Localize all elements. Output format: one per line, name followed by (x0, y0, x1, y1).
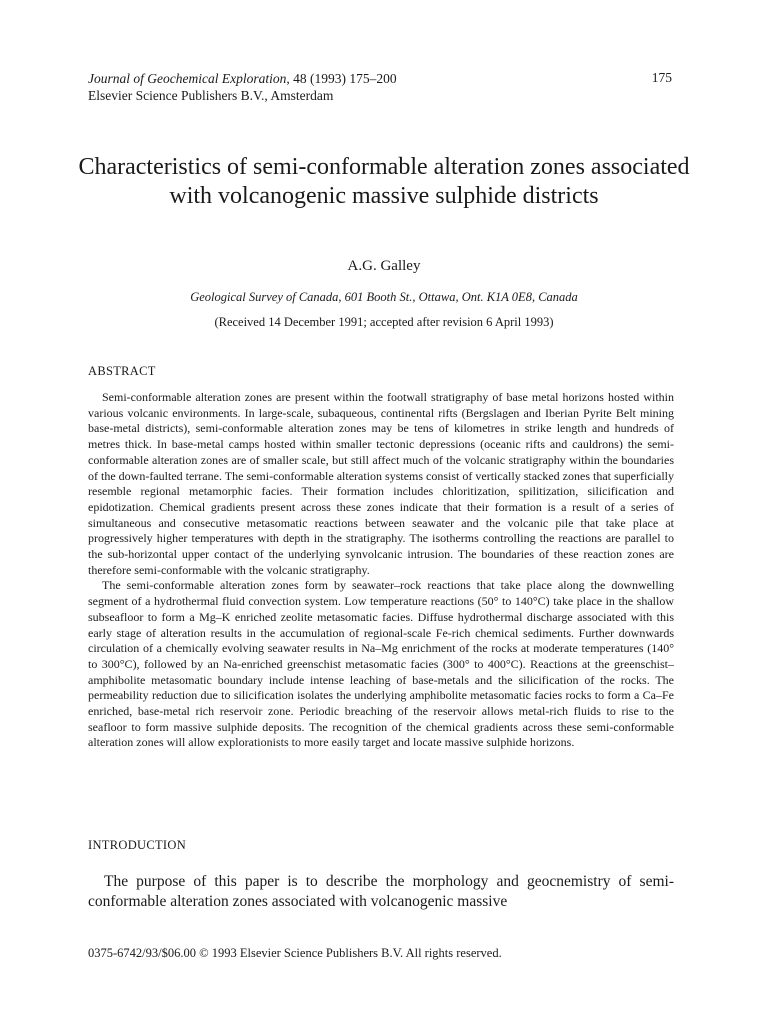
article-title: Characteristics of semi-conformable alteration zones associated with volcanogenic massive sulphide districts (78, 154, 690, 209)
author-affiliation: Geological Survey of Canada, 601 Booth St., Ottawa, Ont. K1A 0E8, Canada (190, 290, 578, 304)
journal-citation: , 48 (1993) 175–200 (286, 71, 397, 86)
journal-header (88, 70, 397, 104)
copyright-footer: 0375-6742/93/$06.00 © 1993 Elsevier Science Publishers B.V. All rights reserved. (88, 946, 502, 960)
introduction-paragraph: The purpose of this paper is to describe the morphology and geocnemistry of semi-conformable alteration zones associated with volcanogenic massive (88, 873, 674, 910)
abstract-body (88, 390, 674, 751)
abstract-paragraph-1: Semi-conformable alteration zones are present within the footwall stratigraphy of base metal horizons hosted within various volcanic environments. In large-scale, subaqueous, continental rifts (Bergslagen and Iberian Pyrite Belt mining base-metal districts), semi-conformable alteration zones may be tens of kilometres in strike length and hundreds of metres thick. In base-metal camps hosted within smaller tectonic depressions (oceanic rifts and cauldrons) the semi-conformable alteration zones are of smaller scale, but still affect much of the volcanic stratigraphy within the boundaries of the down-faulted terrane. The semi-conformable alteration systems consist of vertically stacked zones that superficially resemble regional metamorphic facies. Their formation includes chloritization, spilitization, silicification and epidotization. Chemical gradients present across these zones indicate that their formation is a result of a series of simultaneous and consecutive metasomatic reactions between seawater and the volcanic pile that take place at progressively higher temperatures with depth in the stratigraphy. The isotherms controlling the reactions are parallel to the sub-horizontal upper contact of the underlying synvolcanic intrusion. The boundaries of these reaction zones are therefore semi-conformable with the volcanic stratigraphy. (88, 390, 674, 577)
abstract-heading: ABSTRACT (88, 364, 156, 378)
page-number: 175 (651, 70, 672, 85)
abstract-paragraph-2: The semi-conformable alteration zones form by seawater–rock reactions that take place along the downwelling segment of a hydrothermal fluid convection system. Low temperature reactions (50° to 140°C) take place in the shallow subseafloor to form a Mg–K enriched zeolite metasomatic facies. Diffuse hydrothermal discharge associated with this early stage of alteration results in the accumulation of regional-scale Fe-rich chemical sediments. Further downwards circulation of a chemically evolving seawater results in Na–Mg enrichment of the rocks at moderate temperatures (140° to 300°C), followed by an Na-enriched greenschist metasomatic facies (300° to 400°C). Reactions at the greenschist–amphibolite metasomatic boundary include intense leaching of base-metals and the silicification of the rocks. The permeability reduction due to silicification isolates the underlying amphibolite metasomatic facies rocks to form a Ca–Fe enriched, base-metal rich reservoir zone. Periodic breaching of the reservoir allows metal-rich fluids to rise to the seafloor to form massive sulphide deposits. The recognition of the chemical gradients across these semi-conformable alteration zones will allow explorationists to more easily target and locate massive sulphide horizons. (88, 578, 674, 750)
journal-citation-line (88, 70, 397, 87)
author-name: A.G. Galley (347, 258, 421, 274)
introduction-body (88, 872, 674, 912)
publisher-line: Elsevier Science Publishers B.V., Amsterdam (88, 88, 334, 103)
introduction-heading: INTRODUCTION (88, 838, 187, 852)
received-dates: (Received 14 December 1991; accepted after revision 6 April 1993) (214, 315, 554, 329)
journal-name: Journal of Geochemical Exploration (88, 71, 287, 86)
